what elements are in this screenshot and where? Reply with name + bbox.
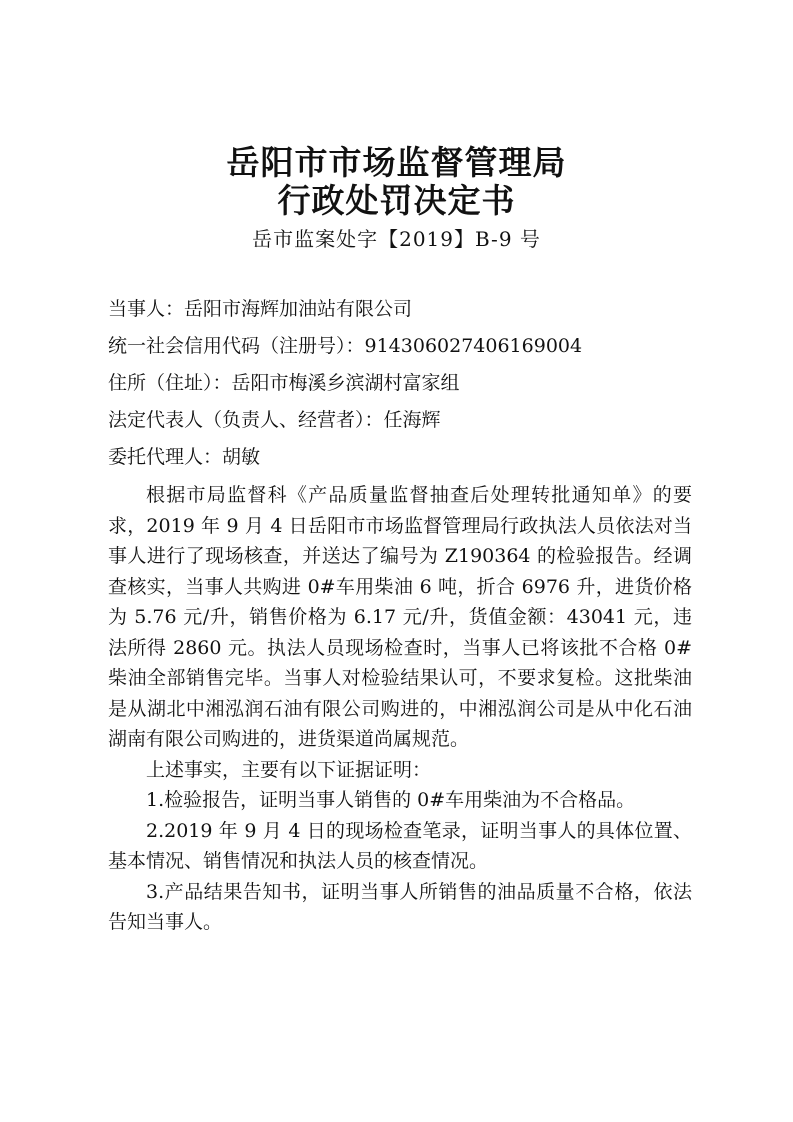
document-number: 岳市监案处字【2019】B-9 号 bbox=[252, 227, 541, 251]
evidence-intro: 上述事实，主要有以下证据证明： bbox=[146, 758, 432, 781]
party-credit-code: 统一社会信用代码（注册号）：914306027406169004 bbox=[108, 335, 583, 357]
page-subtitle: 行政处罚决定书 bbox=[277, 181, 516, 220]
evidence-item-2: 2.2019 年 9 月 4 日的现场检查笔录，证明当事人的具体位置、基本情况、销售情况和执法人员的核查情况。 bbox=[108, 819, 692, 872]
party-address: 住所（住址）：岳阳市梅溪乡滨湖村富家组 bbox=[108, 372, 460, 394]
evidence-item-3: 3.产品结果告知书，证明当事人所销售的油品质量不合格，依法告知当事人。 bbox=[108, 880, 692, 933]
party-name: 当事人：岳阳市海辉加油站有限公司 bbox=[108, 298, 413, 320]
document-body bbox=[108, 480, 692, 938]
evidence-item-1: 1.检验报告，证明当事人销售的 0#车用柴油为不合格品。 bbox=[146, 789, 636, 811]
party-agent: 委托代理人：胡敏 bbox=[108, 446, 261, 468]
party-legal-representative: 法定代表人（负责人、经营者）：任海辉 bbox=[108, 409, 441, 431]
facts-paragraph: 根据市局监督科《产品质量监督抽查后处理转批通知单》的要求，2019 年 9 月 4 日岳阳市市场监督管理局行政执法人员依法对当事人进行了现场核查，并送达了编号为 Z190364 的检验报告。经调查核实，当事人共购进 0#车用柴油 6 吨，折合 6976 升，进货价格为 5.76 元/升，销售价格为 6.17 元/升，货值金额：43041 元，违法所得 2860 元。执法人员现场检查时，当事人已将该批不合格 0#柴油全部销售完毕。当事人对检验结果认可，不要求复检。这批柴油是从湖北中湘泓润石油有限公司购进的，中湘泓润公司是从中化石油湖南有限公司购进的，进货渠道尚属规范。 bbox=[108, 484, 692, 750]
page-title: 岳阳市市场监督管理局 bbox=[226, 143, 567, 182]
